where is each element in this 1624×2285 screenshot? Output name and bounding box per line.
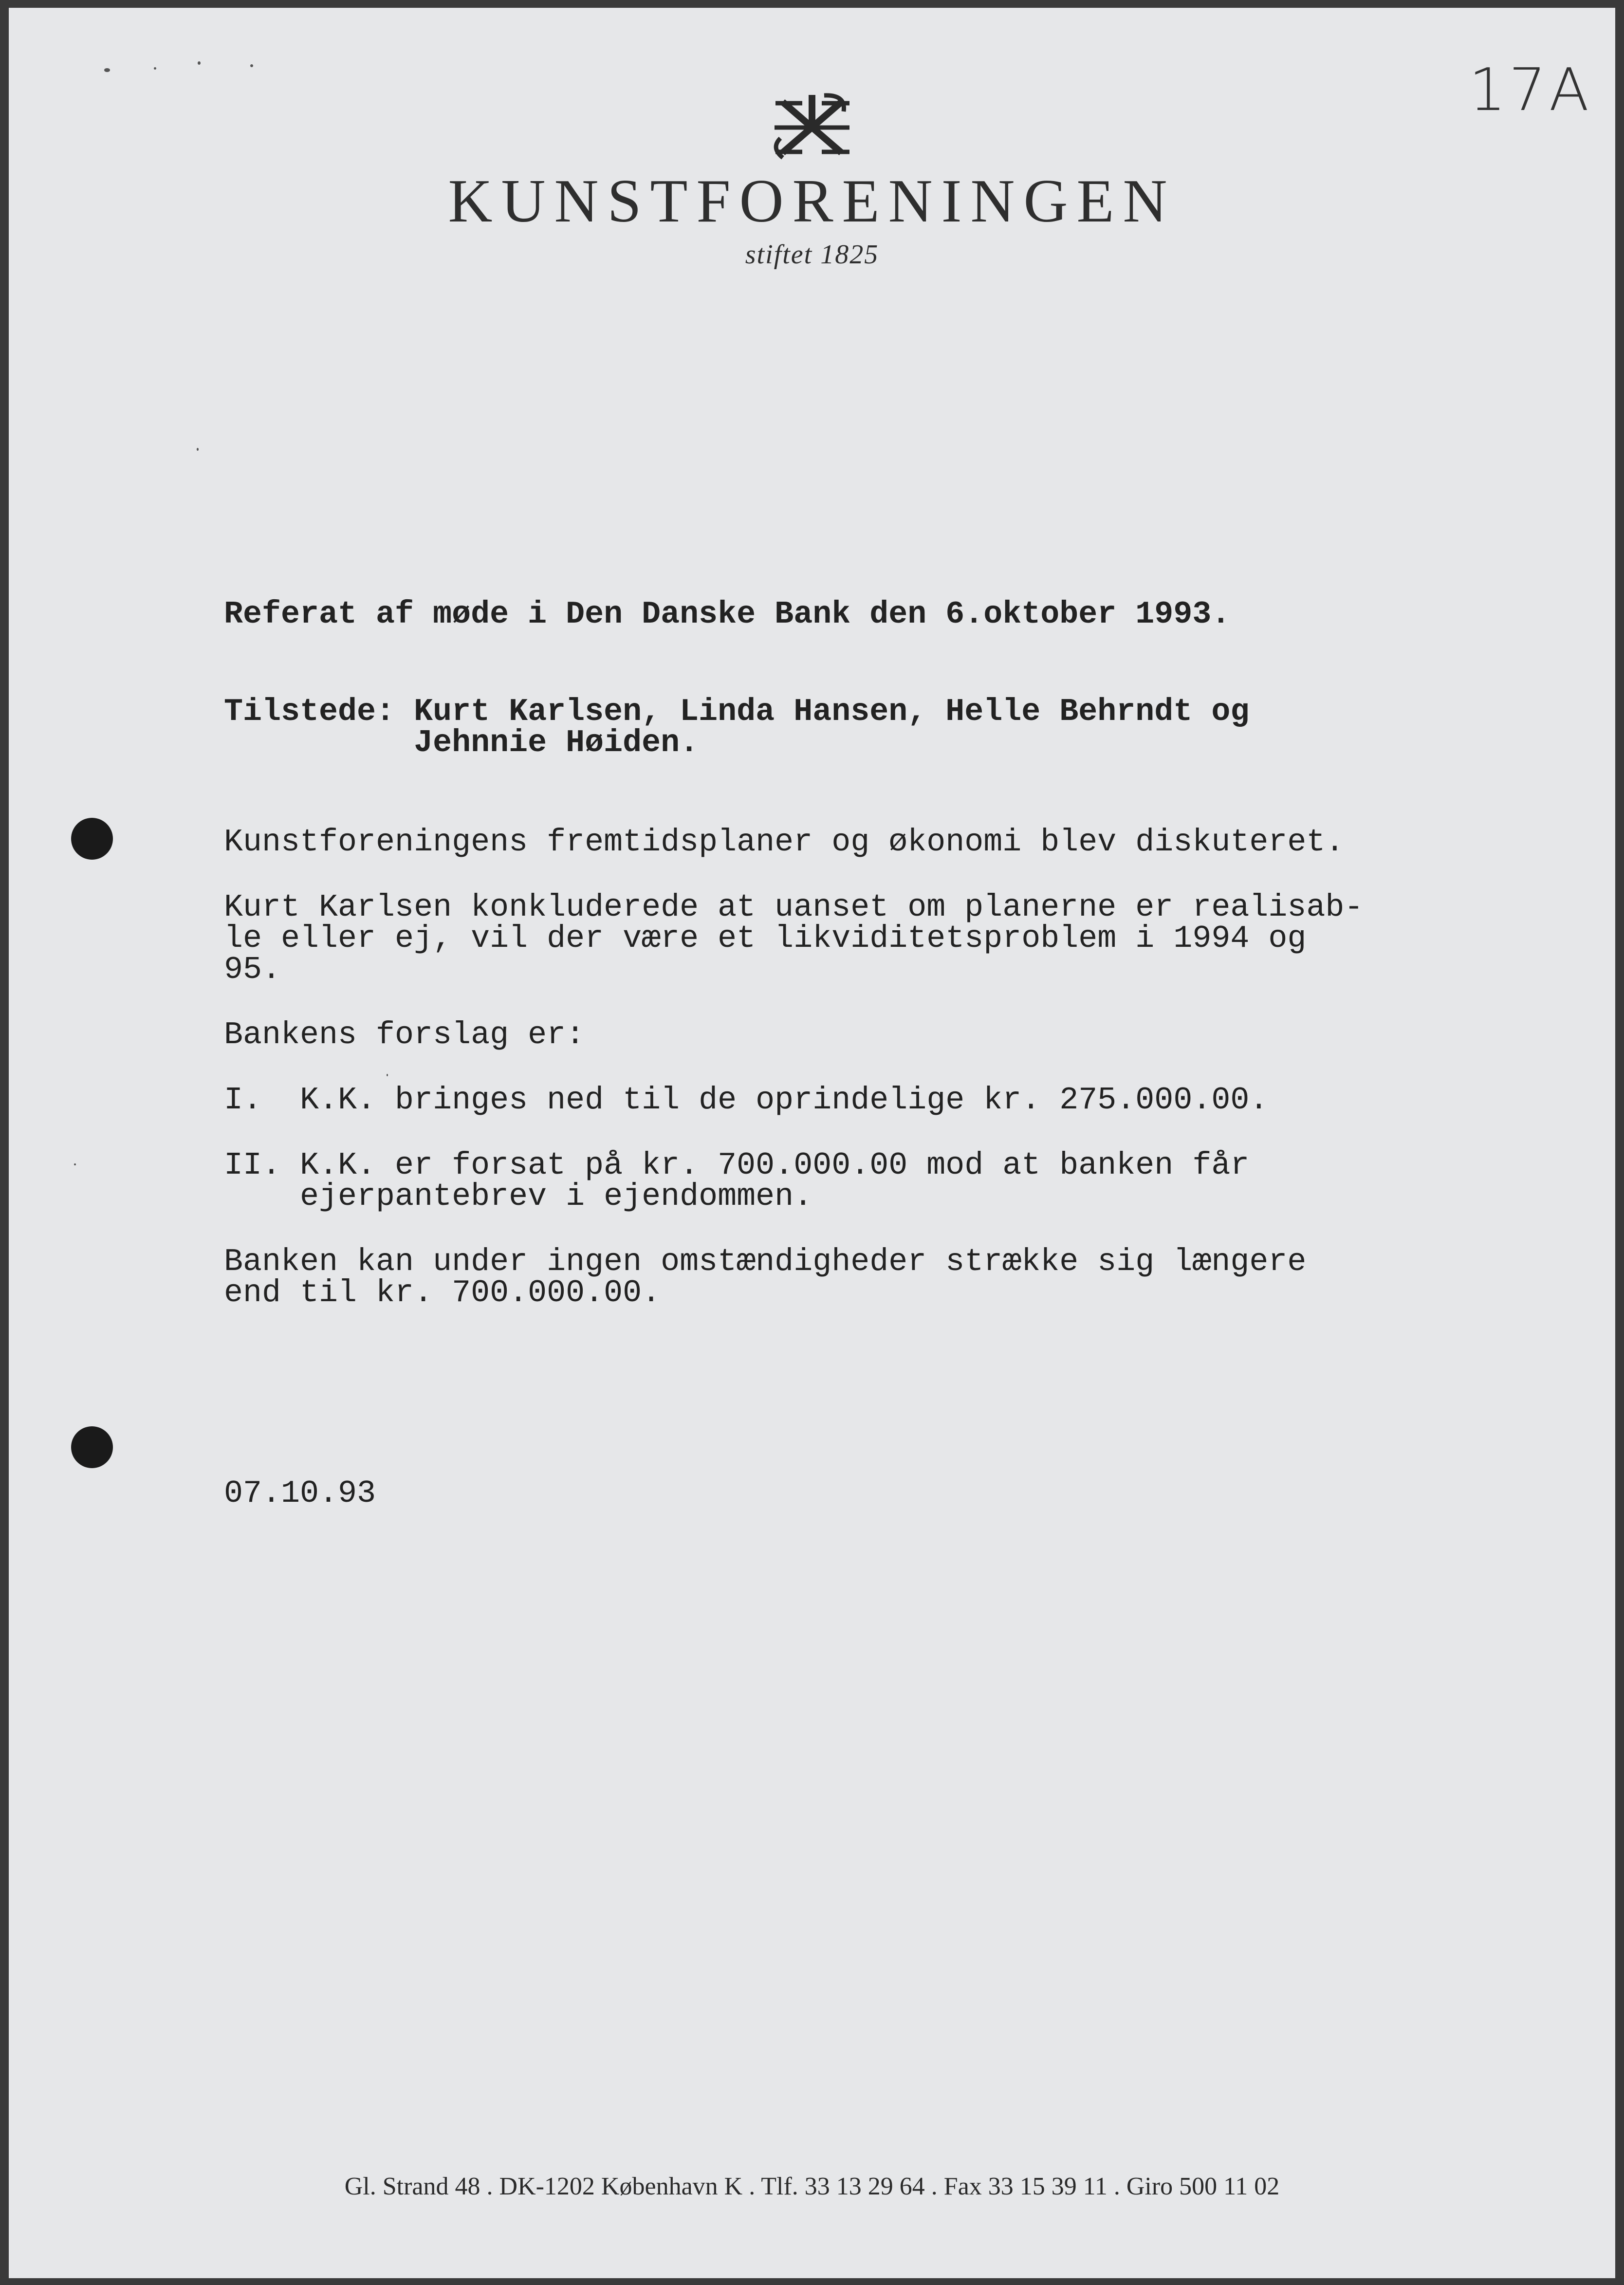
punch-hole xyxy=(71,1426,113,1468)
footer-address: Gl. Strand 48 . DK-1202 København K . Tlf. 33 13 29 64 . Fax 33 15 39 11 . Giro 500 11 02 xyxy=(344,2173,1280,2200)
paragraph-conclusion-line-2: le eller ej, vil der være et likviditetsproblem i 1994 og xyxy=(224,921,1307,957)
paragraph-discussion: Kunstforeningens fremtidsplaner og økonomi blev diskuteret. xyxy=(224,824,1345,860)
handwritten-annotation: 17A xyxy=(1469,56,1592,124)
document-date: 07.10.93 xyxy=(224,1475,376,1511)
bank-limit-line-1: Banken kan under ingen omstændigheder strække sig længere xyxy=(224,1244,1307,1280)
proposal-2-line-2: ejerpantebrev i ejendommen. xyxy=(224,1179,813,1215)
proposal-1: I. K.K. bringes ned til de oprindelige kr. 275.000.00. xyxy=(224,1082,1269,1118)
document-page xyxy=(9,8,1615,2278)
organization-name: KUNSTFORENINGEN xyxy=(448,167,1176,235)
attendees-line-2: Jehnnie Høiden. xyxy=(224,725,699,761)
kunstforeningen-logo-icon xyxy=(766,90,858,163)
bank-limit-line-2: end til kr. 700.000.00. xyxy=(224,1275,661,1311)
founded-year: stiftet 1825 xyxy=(745,240,879,270)
paragraph-conclusion-line-3: 95. xyxy=(224,952,281,988)
meeting-title: Referat af møde i Den Danske Bank den 6.oktober 1993. xyxy=(224,596,1231,632)
punch-hole xyxy=(71,818,113,860)
attendees-line-1: Tilstede: Kurt Karlsen, Linda Hansen, Helle Behrndt og xyxy=(224,694,1250,730)
proposal-2-line-1: II. K.K. er forsat på kr. 700.000.00 mod at banken får xyxy=(224,1147,1250,1183)
proposals-heading: Bankens forslag er: xyxy=(224,1017,585,1053)
paragraph-conclusion-line-1: Kurt Karlsen konkluderede at uanset om planerne er realisab- xyxy=(224,889,1364,925)
letterhead xyxy=(9,90,1615,270)
